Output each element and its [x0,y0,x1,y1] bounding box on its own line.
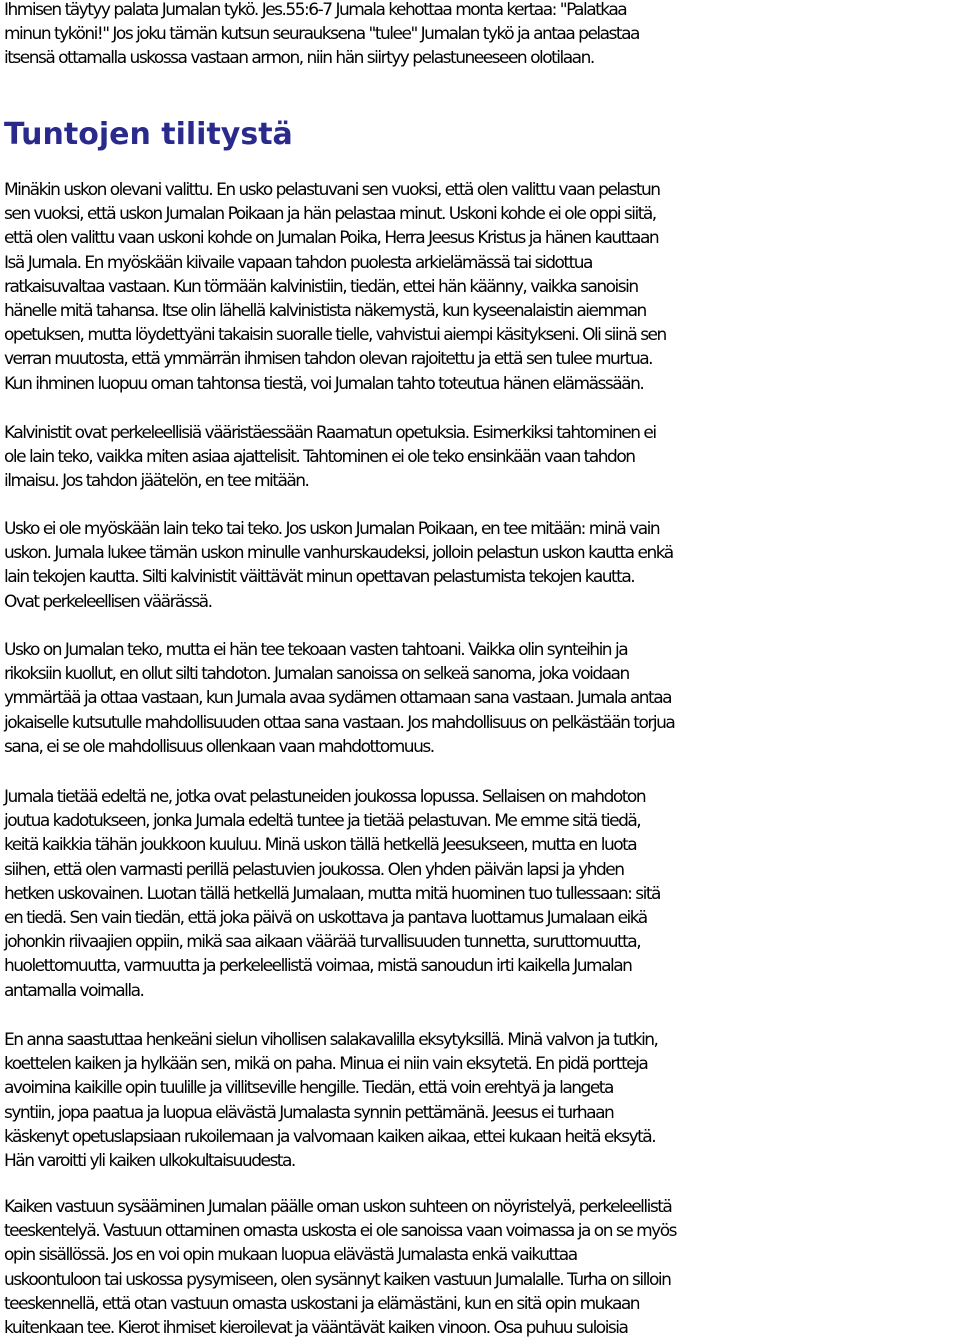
text-line: Kalvinistit ovat perkeleellisiä vääristäessään Raamatun opetuksia. Esimerkiksi tahtominen ei [4,423,656,443]
text-line: ilmaisu. Jos tahdon jäätelön, en tee mitään. [4,471,309,492]
text-line: että olen valittu vaan uskoni kohde on Jumalan Poika, Herra Jeesus Kristus ja hänen kauttaan [4,228,659,249]
text-line: Kun ihminen luopuu oman tahtonsa tiestä, voi Jumalan tahto toteutua hänen elämässään. [4,373,644,394]
text-line: teeskennellä, että otan vastuun omasta uskostani ja elämästäni, kun en sitä opin mukaan [4,1293,640,1314]
text-line: En anna saastuttaa henkeäni sielun vihollisen salakavalilla eksytyksillä. Minä valvon ja tutkin, [4,1030,658,1050]
text-line: Kaiken vastuun sysääminen Jumalan päälle oman uskon suhteen on nöyristelyä, perkeleellistä [4,1197,672,1217]
text-line: sen vuoksi, että uskon Jumalan Poikaan ja hän pelastaa minut. Uskoni kohde ei ole oppi siitä, [4,204,656,225]
text-line: käskenyt opetuslapsiaan rukoilemaan ja valvomaan kaiken aikaa, ettei kukaan heitä eksytä. [4,1126,656,1147]
paragraph-3 [4,517,956,614]
intro-paragraph [4,0,956,71]
paragraph-6 [4,1028,956,1173]
text-line: Usko ei ole myöskään lain teko tai teko. Jos uskon Jumalan Poikaan, en tee mitään: minä vain [4,519,660,539]
text-line: joutua kadotukseen, jonka Jumala edeltä tuntee ja tietää pelastuvan. Me emme sitä tiedä, [4,811,641,832]
text-line: hänelle mitä tahansa. Itse olin lähellä kalvinistista näkemystä, kun kyseenalaistin aiemman [4,300,646,321]
section-heading: Tuntojen tilitystä [4,117,293,152]
text-line: minun tyköni!" Jos joku tämän kutsun seurauksena "tulee" Jumalan tykö ja antaa pelastaa [4,24,639,45]
text-line: huolettomuutta, varmuutta ja perkeleellistä voimaa, mistä sanoudun irti kaikella Jumalan [4,956,632,977]
text-line: syntiin, jopa paatua ja luopua elävästä Jumalasta synnin pettämänä. Jeesus ei turhaan [4,1102,614,1123]
paragraph-5 [4,785,956,1003]
text-line: uskon. Jumala lukee tämän uskon minulle vanhurskaudeksi, jolloin pelastun uskon kautta enkä [4,543,673,564]
text-line: rikoksiin kuollut, en ollut silti tahdoton. Jumalan sanoissa on selkeä sanoma, joka voidaan [4,664,629,685]
text-line: sana, ei se ole mahdollisuus ollenkaan vaan mahdottomuus. [4,736,434,757]
text-line: en tiedä. Sen vain tiedän, että joka päivä on uskottava ja pantava luottamus Jumalaan eikä [4,907,647,928]
text-line: ole lain teko, vaikka miten asiaa ajattelisit. Tahtominen ei ole teko ensinkään vaan tahdon [4,447,635,468]
text-line: Ovat perkeleellisen väärässä. [4,591,212,612]
text-line: johonkin riivaajien oppiin, mikä saa aikaan väärää turvallisuuden tunnetta, suruttomuutta, [4,932,641,953]
text-line: teeskentelyä. Vastuun ottaminen omasta uskosta ei ole sanoissa vaan voimassa ja on se myös [4,1221,676,1242]
paragraph-2 [4,421,956,494]
text-line: ratkaisuvaltaa vastaan. Kun törmään kalvinistiin, tiedän, ettei hän käänny, vaikka sanoisin [4,276,638,297]
text-line: keitä kaikkia tähän joukkoon kuuluu. Minä uskon tällä hetkellä Jeesukseen, mutta en luota [4,835,637,856]
text-line: hetken uskovainen. Luotan tällä hetkellä Jumalaan, mutta mitä huominen tuo tullessaan: sitä [4,883,660,904]
text-line: verran muutosta, että ymmärrän ihmisen tahdon olevan rajoitettu ja että sen tulee murtua. [4,349,653,370]
text-line: koettelen kaiken ja hylkään sen, mikä on paha. Minua ei niin vain eksytetä. En pidä portteja [4,1054,648,1075]
text-line: Jumala tietää edeltä ne, jotka ovat pelastuneiden joukossa lopussa. Sellaisen on mahdoton [4,787,646,807]
paragraph-7 [4,1195,956,1340]
text-line: uskoontuloon tai uskossa pysymiseen, olen sysännyt kaiken vastuun Jumalalle. Turha on silloin [4,1269,671,1290]
paragraph-1 [4,178,956,396]
text-line: jokaiselle kutsutulle mahdollisuuden ottaa sana vastaan. Jos mahdollisuus on pelkästään torjua [4,712,675,733]
text-line: siihen, että olen varmasti perillä pelastuvien joukossa. Olen yhden päivän lapsi ja yhden [4,859,624,880]
text-line: Minäkin uskon olevani valittu. En usko pelastuvani sen vuoksi, että olen valittu vaan pelastun [4,180,660,200]
text-line: Ihmisen täytyy palata Jumalan tykö. Jes.55:6-7 Jumala kehottaa monta kertaa: "Palatkaa [4,0,627,20]
text-line: itsensä ottamalla uskossa vastaan armon, niin hän siirtyy pelastuneeseen olotilaan. [4,48,594,69]
text-line: Hän varoitti yli kaiken ulkokultaisuudesta. [4,1150,295,1171]
text-line: antamalla voimalla. [4,980,144,1001]
text-line: Usko on Jumalan teko, mutta ei hän tee tekoaan vasten tahtoani. Vaikka olin synteihin ja [4,640,628,660]
text-line: kuitenkaan tee. Kierot ihmiset kieroilevat ja vääntävät kaiken vinoon. Osa puhuu suloisia [4,1317,628,1338]
text-line: opin sisällössä. Jos en voi opin mukaan luopua elävästä Jumalasta enkä vaikuttaa [4,1245,577,1266]
text-line: opetuksen, mutta löydettyäni takaisin suoralle tielle, vahvistui aiempi käsitykseni. Oli siinä sen [4,325,666,346]
text-line: lain tekojen kautta. Silti kalvinistit väittävät minun opettavan pelastumista tekojen kautta. [4,567,635,588]
text-line: avoimina kaikille opin tuulille ja villitseville hengille. Tiedän, että voin erehtyä ja langeta [4,1078,613,1099]
paragraph-4 [4,638,956,759]
text-line: Isä Jumala. En myöskään kiivaile vapaan tahdon puolesta arkielämässä tai sidottua [4,252,592,273]
text-line: ymmärtää ja ottaa vastaan, kun Jumala avaa sydämen ottamaan sana vastaan. Jumala antaa [4,688,672,709]
